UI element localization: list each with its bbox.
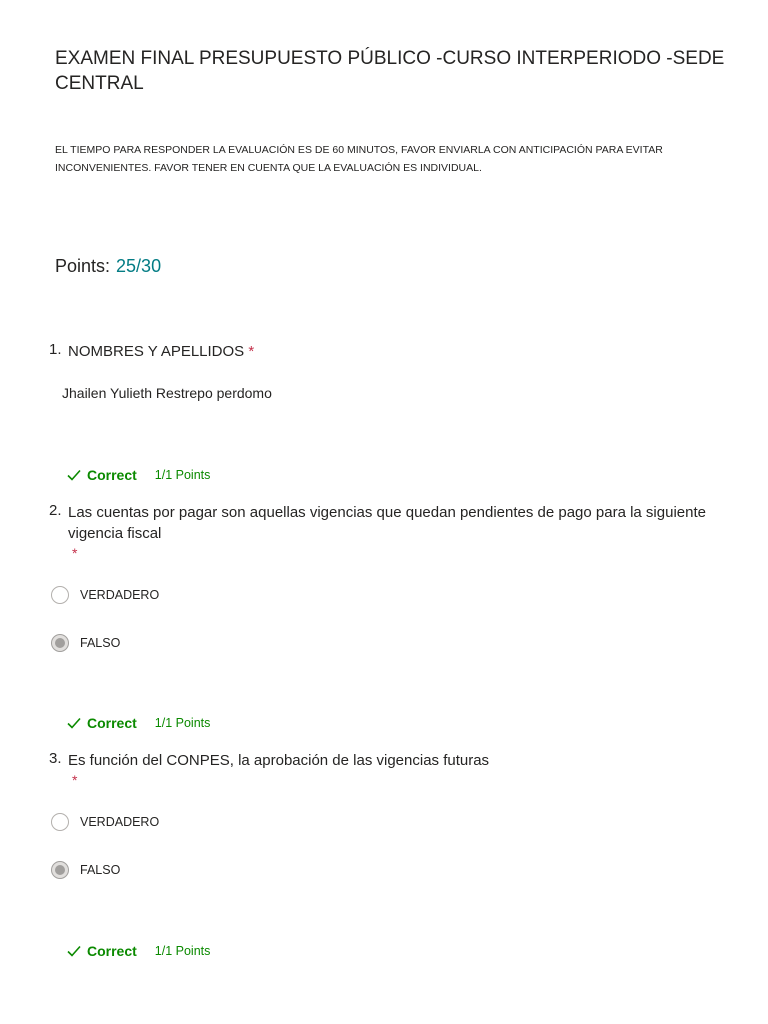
text-answer: Jhailen Yulieth Restrepo perdomo (62, 385, 272, 401)
question-number: 1. (49, 341, 62, 358)
radio-button[interactable] (51, 813, 69, 831)
question-text: Es función del CONPES, la aprobación de las vigencias futuras (68, 752, 490, 769)
radio-button[interactable] (51, 586, 69, 604)
question-points: 1/1 Points (154, 468, 211, 482)
required-asterisk: * (72, 545, 78, 561)
correct-label: Correct (87, 943, 137, 959)
radio-button-selected[interactable] (51, 861, 69, 879)
question-number: 3. (49, 750, 62, 767)
question-feedback (66, 715, 210, 731)
question-feedback (66, 943, 210, 959)
check-icon (66, 716, 82, 730)
question-label: NOMBRES Y APELLIDOS (68, 343, 245, 360)
points-summary (55, 256, 161, 277)
question-feedback (66, 467, 210, 483)
form-description: EL TIEMPO PARA RESPONDER LA EVALUACIÓN ES DE 60 MINUTOS, FAVOR ENVIARLA CON ANTICIPACIÓN PARA EVITAR INCONVENIENTES. FAVOR TENER EN CUENTA QUE LA EVALUACIÓN ES INDIVIDUAL. (55, 144, 663, 174)
points-label: Points: (55, 256, 111, 276)
option-label: FALSO (80, 863, 121, 877)
required-asterisk: * (72, 772, 78, 788)
option-verdadero[interactable] (51, 811, 159, 833)
question-points: 1/1 Points (154, 716, 211, 730)
option-verdadero[interactable] (51, 584, 159, 606)
check-icon (66, 944, 82, 958)
points-score: 25/30 (116, 256, 162, 276)
question-number: 2. (49, 502, 62, 519)
option-label: VERDADERO (80, 588, 160, 602)
required-asterisk: * (248, 343, 255, 360)
radio-button-selected[interactable] (51, 634, 69, 652)
form-title: EXAMEN FINAL PRESUPUESTO PÚBLICO -CURSO INTERPERIODO -SEDE CENTRAL (55, 48, 725, 94)
option-falso[interactable] (51, 632, 120, 654)
option-label: VERDADERO (80, 815, 160, 829)
correct-label: Correct (87, 715, 137, 731)
question-text (68, 341, 708, 362)
check-icon (66, 468, 82, 482)
question-text: Las cuentas por pagar son aquellas vigencias que quedan pendientes de pago para la siguiente vigencia fiscal (68, 504, 706, 542)
question-points: 1/1 Points (154, 944, 211, 958)
option-label: FALSO (80, 636, 121, 650)
correct-label: Correct (87, 467, 137, 483)
option-falso[interactable] (51, 859, 120, 881)
